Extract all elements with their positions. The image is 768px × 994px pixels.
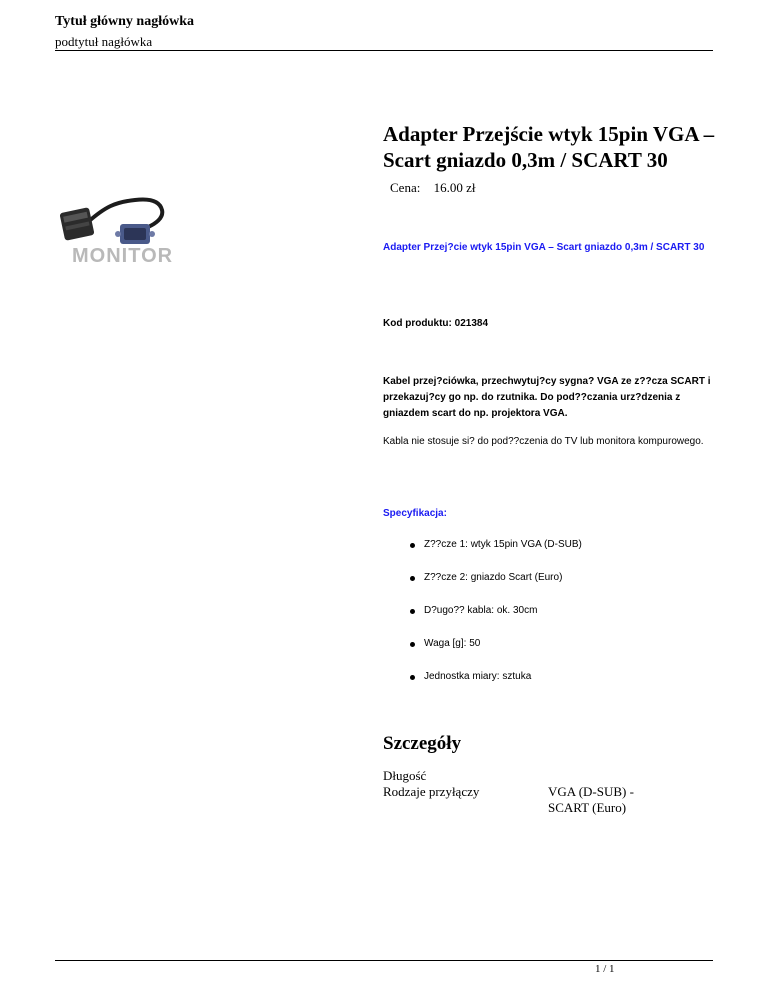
- cable-adapter-image: [60, 182, 180, 272]
- price: [390, 180, 475, 196]
- product-title: Adapter Przejście wtyk 15pin VGA – Scart gniazdo 0,3m / SCART 30: [383, 122, 715, 172]
- list-item: Z??cze 1: wtyk 15pin VGA (D-SUB): [410, 535, 582, 568]
- spec-heading: Specyfikacja:: [383, 508, 447, 519]
- price-label: Cena:: [390, 180, 421, 195]
- header-title: Tytuł główny nagłówka: [55, 14, 194, 29]
- product-image: [60, 182, 180, 272]
- bullet-icon: [410, 675, 415, 680]
- detail-key: Długość: [383, 768, 427, 783]
- list-item: Z??cze 2: gniazdo Scart (Euro): [410, 568, 582, 601]
- product-code: Kod produktu: 021384: [383, 318, 489, 329]
- page-number: 1 / 1: [595, 963, 615, 975]
- detail-value: VGA (D-SUB) - SCART (Euro): [548, 784, 634, 815]
- detail-row: [383, 768, 663, 784]
- bullet-icon: [410, 642, 415, 647]
- price-value: 16.00 zł: [433, 180, 476, 195]
- bullet-icon: [410, 609, 415, 614]
- product-link[interactable]: Adapter Przej?cie wtyk 15pin VGA – Scart gniazdo 0,3m / SCART 30: [383, 242, 705, 253]
- image-watermark: MONITOR: [72, 245, 174, 267]
- list-item: D?ugo?? kabla: ok. 30cm: [410, 601, 582, 634]
- header-subtitle: podtytuł nagłówka: [55, 34, 153, 49]
- bullet-icon: [410, 543, 415, 548]
- detail-key: Rodzaje przyłączy: [383, 784, 480, 799]
- bullet-icon: [410, 576, 415, 581]
- list-item: Waga [g]: 50: [410, 634, 582, 667]
- footer-divider: [55, 960, 713, 961]
- list-item: Jednostka miary: sztuka: [410, 667, 582, 700]
- detail-row: [383, 784, 663, 816]
- product-description: Kabel przej?ciówka, przechwytuj?cy sygna? VGA ze z??cza SCART i przekazuj?cy go np. do rzutnika. Do pod??czania urz?dzenia z gniazdem scart do np. projektora VGA.: [383, 376, 711, 419]
- header-divider: [55, 50, 713, 51]
- details-heading: Szczegóły: [383, 733, 462, 754]
- spec-list: [410, 535, 582, 700]
- product-note: Kabla nie stosuje si? do pod??czenia do TV lub monitora kompurowego.: [383, 436, 704, 447]
